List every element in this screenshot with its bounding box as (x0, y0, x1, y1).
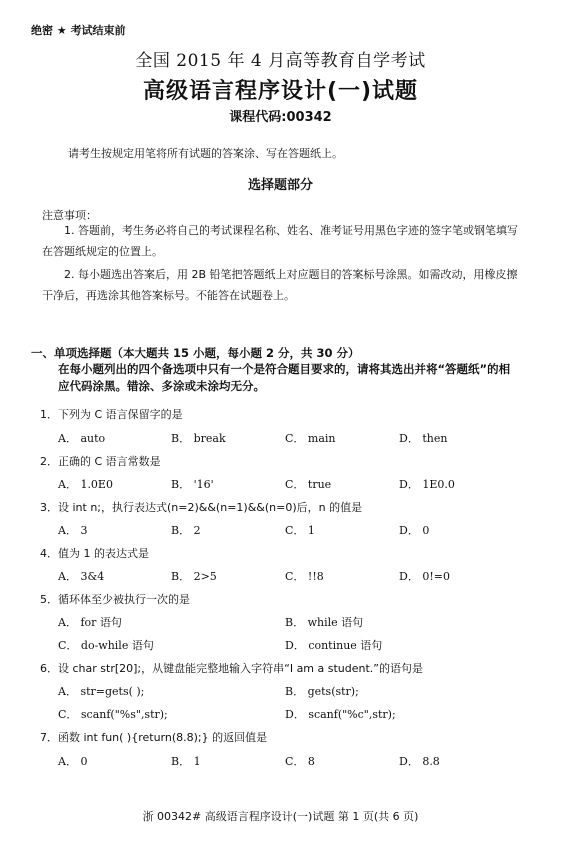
question-stem: 6．设 char str[20];，从键盘能完整地输入字符串“I am a student.”的语句是 (40, 662, 424, 675)
note-item-1: 1. 答题前，考生务必将自己的考试课程名称、姓名、准考证号用黑色字迹的签字笔或钢笔填写在答题纸规定的位置上。 (42, 224, 518, 258)
question-stem: 5．循环体至少被执行一次的是 (40, 593, 190, 606)
option-b: B． 2>5 (171, 570, 217, 583)
part-description: 在每小题列出的四个备选项中只有一个是符合题目要求的，请将其选出并将“答题纸”的相应代码涂黑。错涂、多涂或未涂均无分。 (58, 362, 511, 393)
option-c: C． !!8 (285, 570, 324, 583)
exam-title: 全国 2015 年 4 月高等教育自学考试 (135, 51, 426, 71)
option-b: B． while 语句 (285, 616, 364, 629)
option-a: A． 1.0E0 (58, 478, 113, 491)
option-d: D． 0 (399, 524, 430, 537)
option-b: B． 1 (171, 755, 201, 768)
option-d: D． scanf("%c",str); (285, 708, 396, 721)
option-c: C． 8 (285, 755, 315, 768)
section-title: 选择题部分 (247, 178, 313, 193)
option-d: D． 1E0.0 (399, 478, 455, 491)
exam-subject-title: 高级语言程序设计(一)试题 (142, 79, 419, 104)
notes-label: 注意事项： (42, 209, 97, 222)
option-c: C． scanf("%s",str); (58, 708, 168, 721)
option-b: B． '16' (171, 478, 214, 491)
option-a: A． 3&4 (58, 570, 105, 583)
option-d: D． continue 语句 (285, 639, 383, 652)
option-a: A． for 语句 (58, 616, 122, 629)
note-item-2: 2. 每小题选出答案后，用 2B 铅笔把答题纸上对应题目的答案标号涂黑。如需改动，用橡皮擦干净后，再选涂其他答案标号。不能答在试题卷上。 (42, 268, 518, 302)
confidential-label (31, 22, 126, 38)
option-c: C． do-while 语句 (58, 639, 154, 652)
secret-tail-text: 考试结束前 (70, 24, 126, 37)
question-stem: 7．函数 int fun( ){return(8.8);} 的返回值是 (40, 731, 268, 744)
part-title: 一、单项选择题（本大题共 15 小题，每小题 2 分，共 30 分） (31, 346, 360, 360)
option-d: D． 0!=0 (399, 570, 450, 583)
option-a: A． auto (58, 432, 106, 445)
question-stem: 1．下列为 C 语言保留字的是 (40, 408, 183, 421)
option-d: D． 8.8 (399, 755, 440, 768)
option-b: B． 2 (171, 524, 201, 537)
question-stem: 2．正确的 C 语言常数是 (40, 455, 161, 468)
option-b: B． gets(str); (285, 685, 359, 698)
option-c: C． 1 (285, 524, 315, 537)
option-a: A． 0 (58, 755, 88, 768)
secret-text: 绝密 (31, 24, 53, 37)
option-b: B． break (171, 432, 226, 445)
option-c: C． true (285, 478, 332, 491)
question-stem: 3．设 int n;，执行表达式(n=2)&&(n=1)&&(n=0)后，n 的值是 (40, 501, 363, 514)
option-a: A． str=gets( ); (58, 685, 145, 698)
option-c: C． main (285, 432, 336, 445)
general-instruction: 请考生按规定用笔将所有试题的答案涂、写在答题纸上。 (68, 147, 343, 160)
option-a: A． 3 (58, 524, 88, 537)
page-footer: 浙 00342# 高级语言程序设计(一)试题 第 1 页(共 6 页) (142, 810, 419, 823)
option-d: D． then (399, 432, 448, 445)
star-icon: ★ (56, 24, 67, 37)
question-stem: 4．值为 1 的表达式是 (40, 547, 149, 560)
course-code: 课程代码:00342 (229, 110, 332, 125)
